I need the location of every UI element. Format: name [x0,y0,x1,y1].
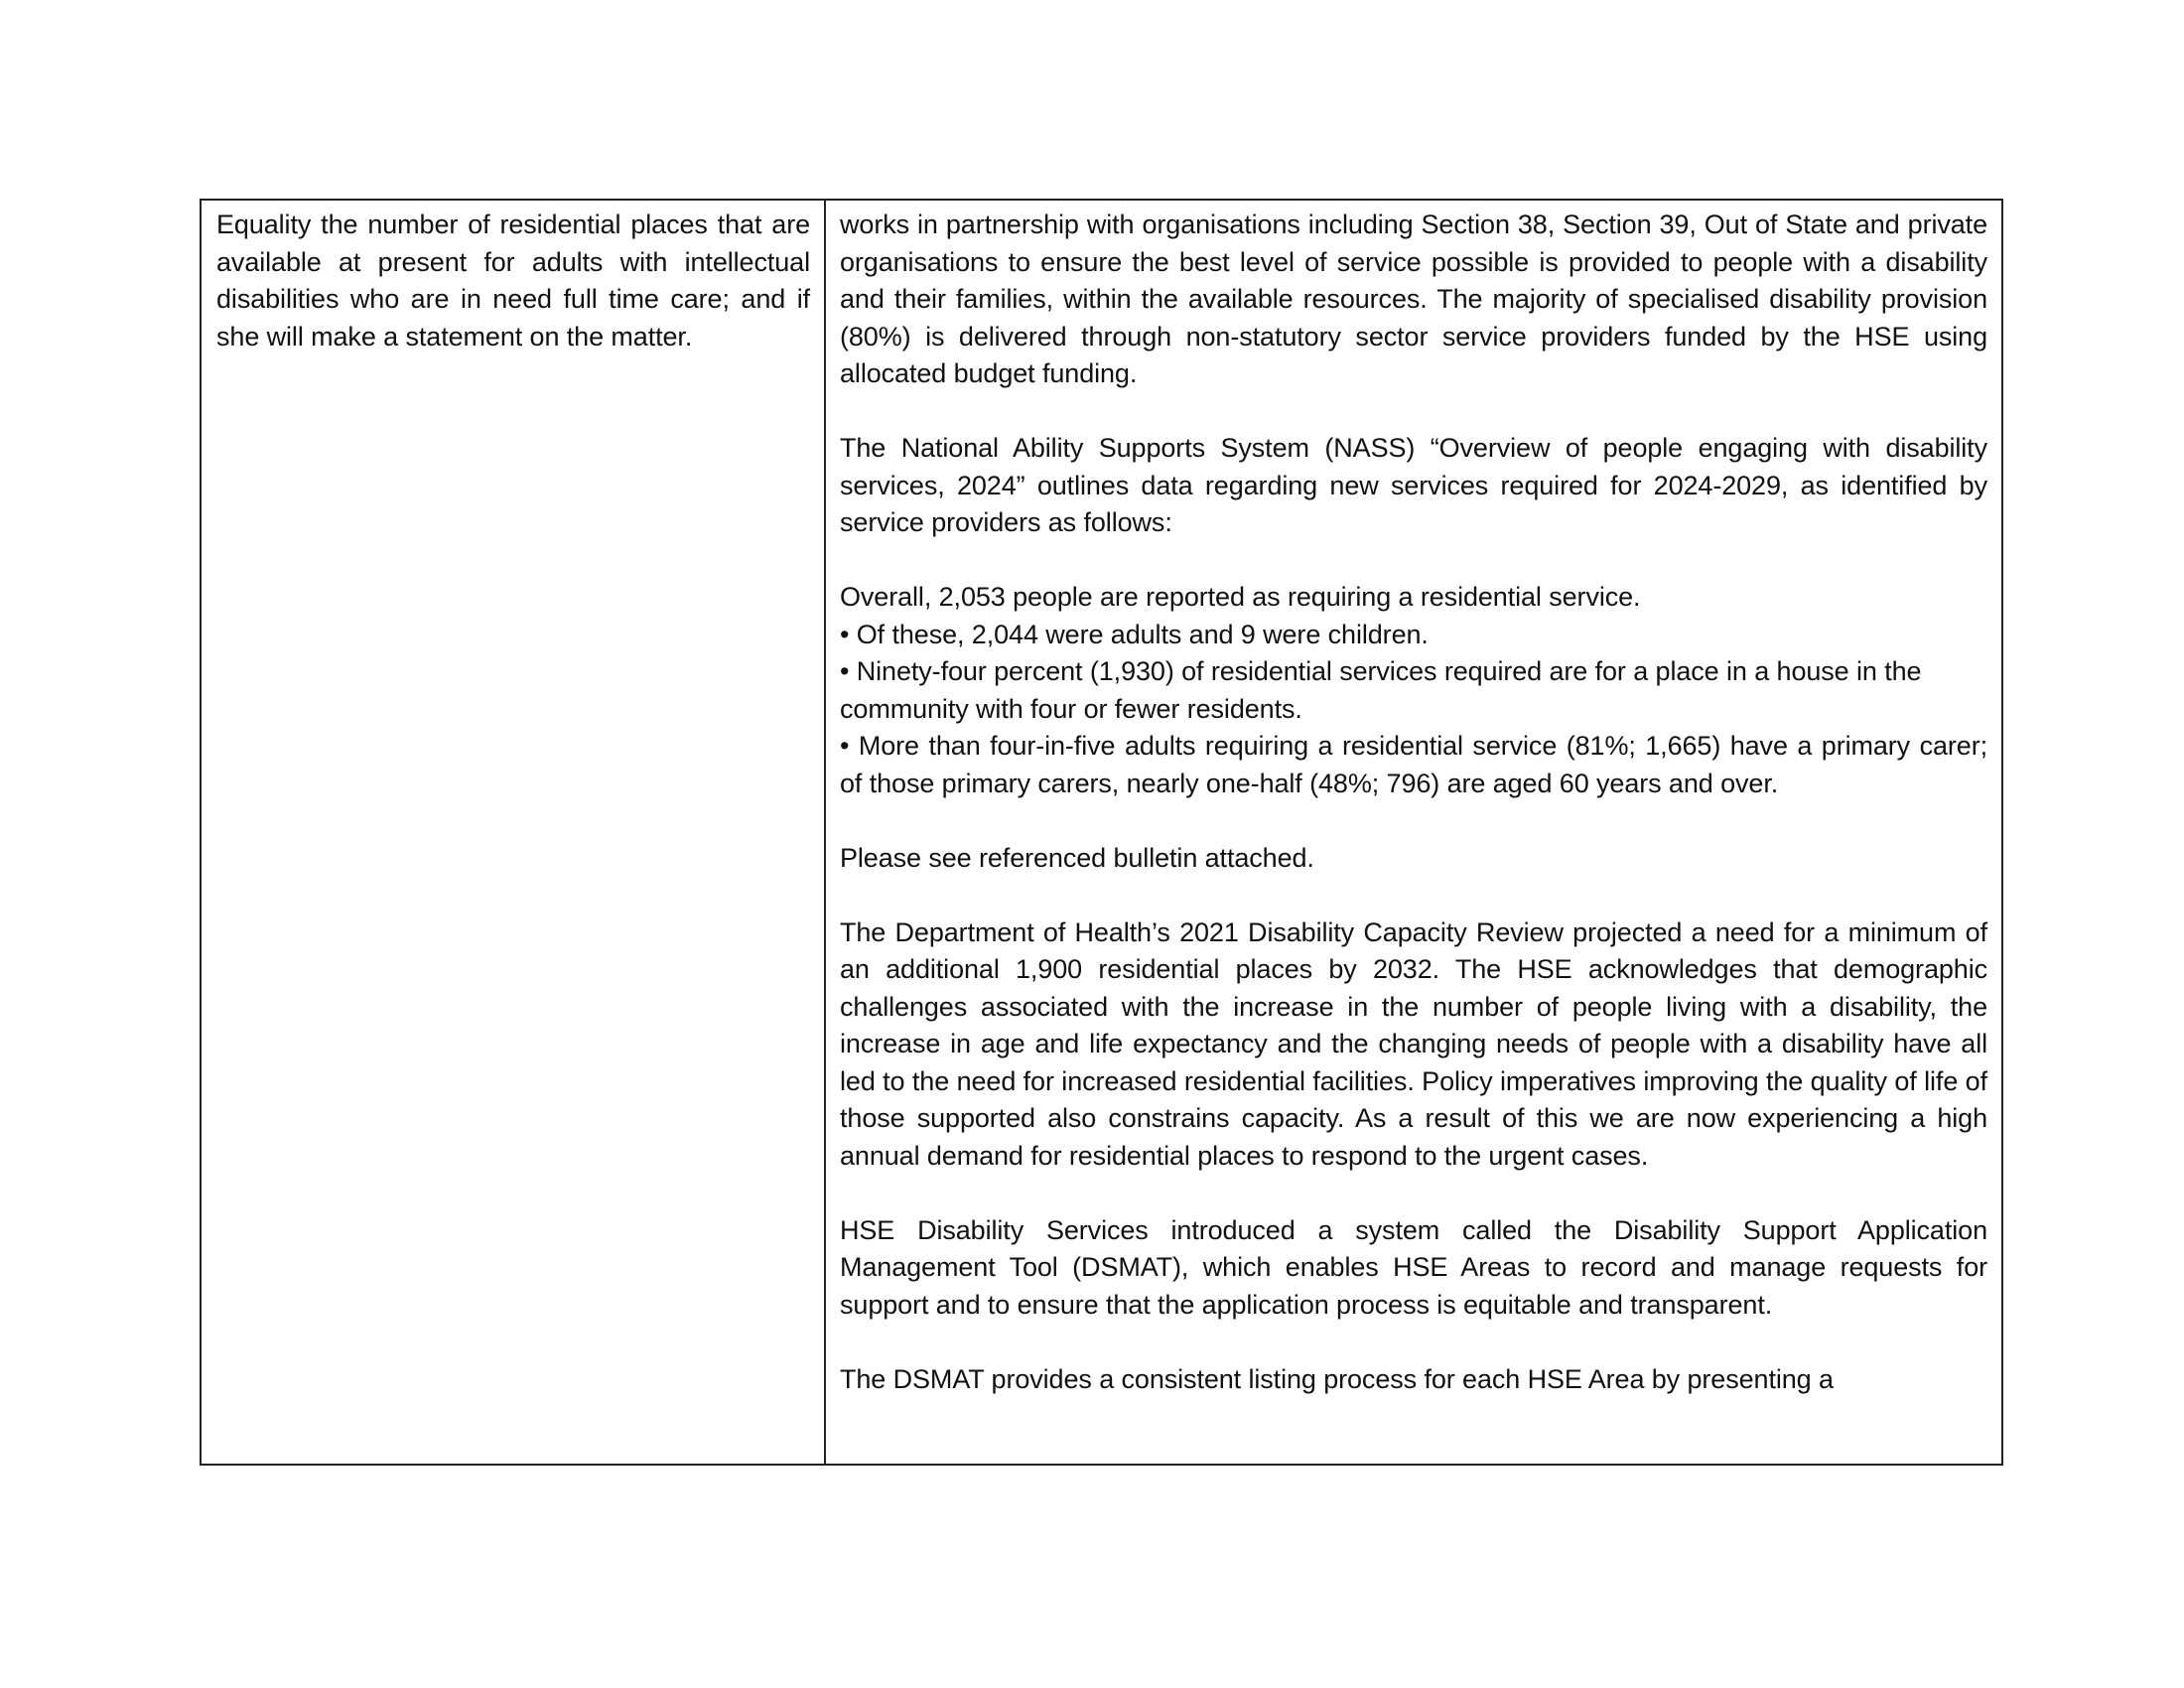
answer-paragraph: The DSMAT provides a consistent listing process for each HSE Area by presenting a [840,1363,1834,1394]
answer-paragraph: The Department of Health’s 2021 Disability Capacity Review projected a need for a minimum of an additional 1,900 residential places by 2032. The HSE acknowledges that demographic challenges associated with the increase in the number of people living with a disability, the increase in age and life expectancy and the changing needs of people with a disability have all led to the need for increased residential facilities. Policy imperatives improving the quality of life of those supported also constrains capacity. As a result of this we are now experiencing a high annual demand for residential places to respond to the urgent cases. [840,916,1987,1171]
answer-paragraph: The National Ability Supports System (NASS) “Overview of people engaging with disability services, 2024” outlines data regarding new services required for 2024-2029, as identified by service providers as follows: [840,433,1987,537]
bullet-item: • Of these, 2,044 were adults and 9 were children. [840,619,1429,649]
answer-paragraph: Please see referenced bulletin attached. [840,842,1314,873]
question-cell [202,201,826,1464]
answer-cell [826,201,2001,1464]
paragraph-spacer [840,393,1987,431]
paragraph-spacer [840,802,1987,840]
question-text: Equality the number of residential places that are available at present for adults with intellectual disabilities who are in need full time care; and if she will make a statement on the matter. [216,210,810,352]
bullet-item: • More than four-in-five adults requiring a residential service (81%; 1,665) have a primary carer; of those primary carers, nearly one-half (48%; 796) are aged 60 years and over. [840,731,1987,798]
answer-paragraph: Overall, 2,053 people are reported as requiring a residential service. [840,582,1641,612]
bullet-continuation: community with four or fewer residents. [840,693,1302,724]
paragraph-spacer [840,1175,1987,1212]
pq-table [200,199,2003,1466]
bullet-item: • Ninety-four percent (1,930) of residential services required are for a place in a house in the [840,656,1922,686]
answer-paragraph: works in partnership with organisations including Section 38, Section 39, Out of State and private organisations to ensure the best level of service possible is provided to people with a disability and their families, within the available resources. The majority of specialised disability provision (80%) is delivered through non-statutory sector service providers funded by the HSE using allocated budget funding. [840,210,1987,388]
paragraph-spacer [840,1324,1987,1361]
paragraph-spacer [840,542,1987,580]
paragraph-spacer [840,877,1987,914]
answer-paragraph: HSE Disability Services introduced a system called the Disability Support Application Management Tool (DSMAT), which enables HSE Areas to record and manage requests for support and to ensure that the application process is equitable and transparent. [840,1214,1987,1320]
